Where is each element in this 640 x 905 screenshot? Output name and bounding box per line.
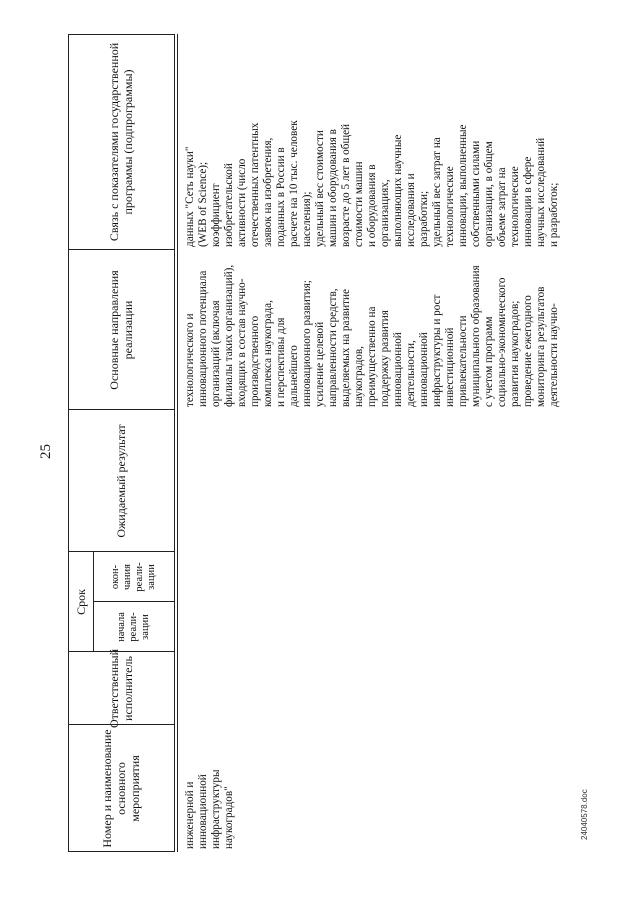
header-end-of-implementation: окон-чания реали-зации: [109, 562, 157, 592]
row-start: [180, 602, 566, 652]
header-term: Срок: [73, 589, 88, 615]
activities-table: [68, 34, 566, 852]
document-code: 24040578.doc: [580, 789, 589, 840]
header-link-to-indicators: Связь с показателями государственной программы (подпрограммы): [107, 42, 135, 242]
rotated-table-wrapper: [68, 34, 566, 852]
header-main-activity: Номер и наименование основного мероприятия: [100, 729, 142, 848]
header-expected-result: Ожидаемый результат: [114, 424, 128, 538]
header-main-directions: Основные направления реализации: [107, 270, 135, 390]
row-link-to-indicators: данных "Сеть науки" (WEB of Science); коэффициент изобретательской активности (число отечественных патентных заявок на изобретения, поданных в России в расчете на 10 тыс. человек населения); удельный вес стоимости машин и оборудования в возрасте до 5 лет в общей стоимости машин и оборудования в организациях, выполняющих научные исследования и разработки; удельный вес затрат на технологические инновации, выполненные собственными силами организации, в общем объеме затрат на технологические инновации в сфере научных исследований и разработок;: [184, 120, 560, 247]
header-start-of-implementation: начала реали-зации: [115, 612, 151, 642]
row-responsible-executor: [180, 652, 566, 725]
row-main-directions: технологического и инновационного потенциала организаций (включая филиалы таких организаций), входящих в состав научно- производственного комплекса наукограда, и перспективы для дальнейшего инновационного развития; усиление целевой направленности средств, выделяемых на развитие наукоградов, преимущественно на поддержку развития инновационной деятельности, инновационной инфраструктуры и рост инвестиционной привлекательности муниципального образования с учетом программ социально-экономического развития наукоградов; проведение ежегодного мониторинга результатов деятельности научно-: [184, 264, 560, 407]
row-end: [180, 552, 566, 602]
row-main-activity: инженерной и инновационной инфраструктуры наукоградов": [184, 769, 235, 849]
page-number: 25: [38, 444, 54, 459]
row-expected-result: [180, 410, 566, 552]
header-responsible-executor: Ответственный исполнитель: [107, 648, 135, 729]
